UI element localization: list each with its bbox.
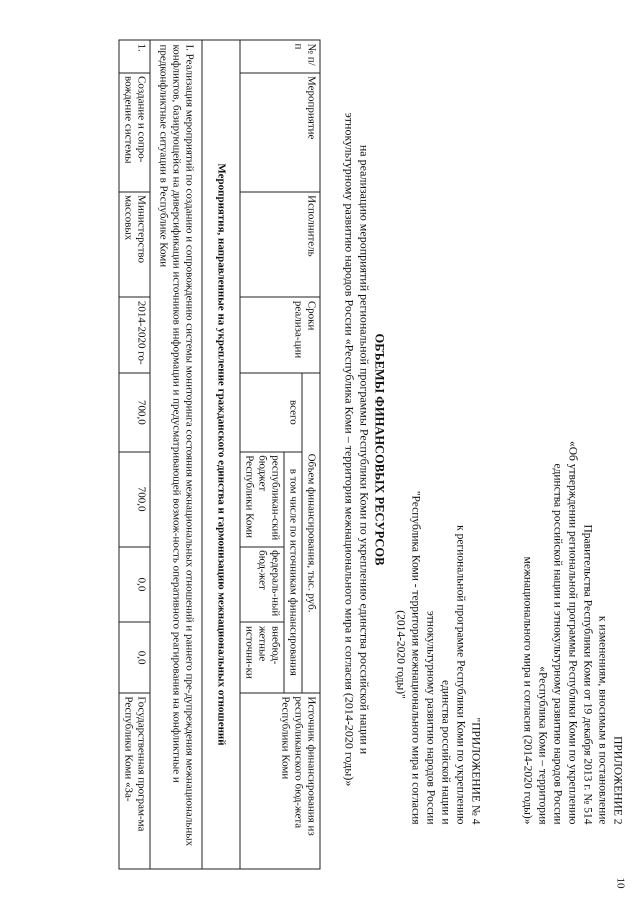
header-period: Сроки реализа-ции: [240, 297, 320, 373]
appendix4-line: единства российской нации и: [439, 680, 452, 825]
appendix4-line: (2014-2020 годы)": [394, 610, 407, 699]
row-executor: Министерство массовых: [119, 192, 150, 298]
item-row: [150, 40, 202, 869]
section-title: Мероприятия, направленные на укрепление гражданского единства и гармонизацию межнациональных отношений: [202, 40, 240, 869]
appendix4-line: этнокультурному развитию народов России: [424, 610, 437, 825]
document-title: [342, 40, 387, 860]
header-source: Источник финансирования из республиканского бюд-жета Республики Коми: [240, 693, 320, 869]
appendix4-header: [393, 485, 483, 825]
header-republic: республикан-ский бюджет Республики Коми: [240, 452, 284, 547]
header-including: в том числе по источникам финансирования: [284, 452, 302, 693]
header-extra: внебюд-жетные источни-ки: [240, 622, 284, 692]
appendix-line: к изменениям, вносимым в постановление: [596, 615, 609, 825]
appendix4-line: "Республика Коми - территория межнационального мира и согласия: [409, 490, 422, 825]
header-num: № п/п: [240, 40, 320, 73]
row-extra: 0,0: [119, 622, 150, 692]
row-period: 2014-2020 го-: [119, 297, 150, 373]
item-title: I. Реализация мероприятий по созданию и сопровождению системы мониторинга состояния межнациональных отношений и раннего пре-дупреждения межнациональных конфликтов, базирующейся на диверсификации источников информации и предусматривающей возмож-ность оперативного реагирования на конфликтные и предконфликтные ситуации в Республике Коми: [150, 40, 202, 869]
appendix-line: межнационального мира и согласия (2014-2020 годы)»: [521, 556, 534, 825]
appendix-line: Правительства Республики Коми от 19 декабря 2013 г. № 514: [581, 524, 594, 825]
appendix-line: единства российской нации и этнокультурному развитию народов России: [551, 463, 564, 825]
row-activity: Создание и сопро-вождение системы: [119, 73, 150, 192]
header-federal: федераль-ный бюд-жет: [240, 547, 284, 623]
header-volume: Объем финансирования, тыс. руб.: [302, 373, 320, 693]
appendix4-line: к региональной программе Республики Коми по укреплению: [454, 525, 467, 825]
appendix-line: «Об утверждении региональной программы Республики Коми по укреплению: [566, 440, 579, 825]
document-page: [11, 10, 631, 895]
appendix-line: ПРИЛОЖЕНИЕ 2: [611, 736, 624, 825]
appendix-header: [520, 395, 625, 825]
title-line: этнокультурному развитию народов России «Республика Коми – территория межнационального мира и согласия (2014-2020 годы)»: [342, 112, 357, 787]
appendix-line: «Республика Коми – территория: [536, 666, 549, 825]
title-heading: ОБЪЕМЫ ФИНАНСОВЫХ РЕСУРСОВ: [372, 333, 387, 566]
financing-table: [119, 40, 321, 870]
header-activity: Мероприятие: [240, 73, 320, 192]
row-federal: 0,0: [119, 547, 150, 623]
header-executor: Исполнитель: [240, 192, 320, 298]
row-republic: 700,0: [119, 452, 150, 547]
title-line: на реализацию мероприятий региональной программы Республики Коми по укреплению единства российской нации и: [357, 144, 372, 755]
page-number: 10: [614, 877, 627, 889]
header-total: всего: [240, 373, 302, 452]
row-num: 1.: [119, 40, 150, 73]
row-total: 700,0: [119, 373, 150, 452]
section-row: [202, 40, 240, 869]
appendix4-line: "ПРИЛОЖЕНИЕ № 4: [469, 717, 482, 825]
table-row: [119, 40, 150, 869]
table-header-row: [302, 40, 320, 869]
row-source: Государственная програм-ма Республики Коми «За-: [119, 693, 150, 869]
